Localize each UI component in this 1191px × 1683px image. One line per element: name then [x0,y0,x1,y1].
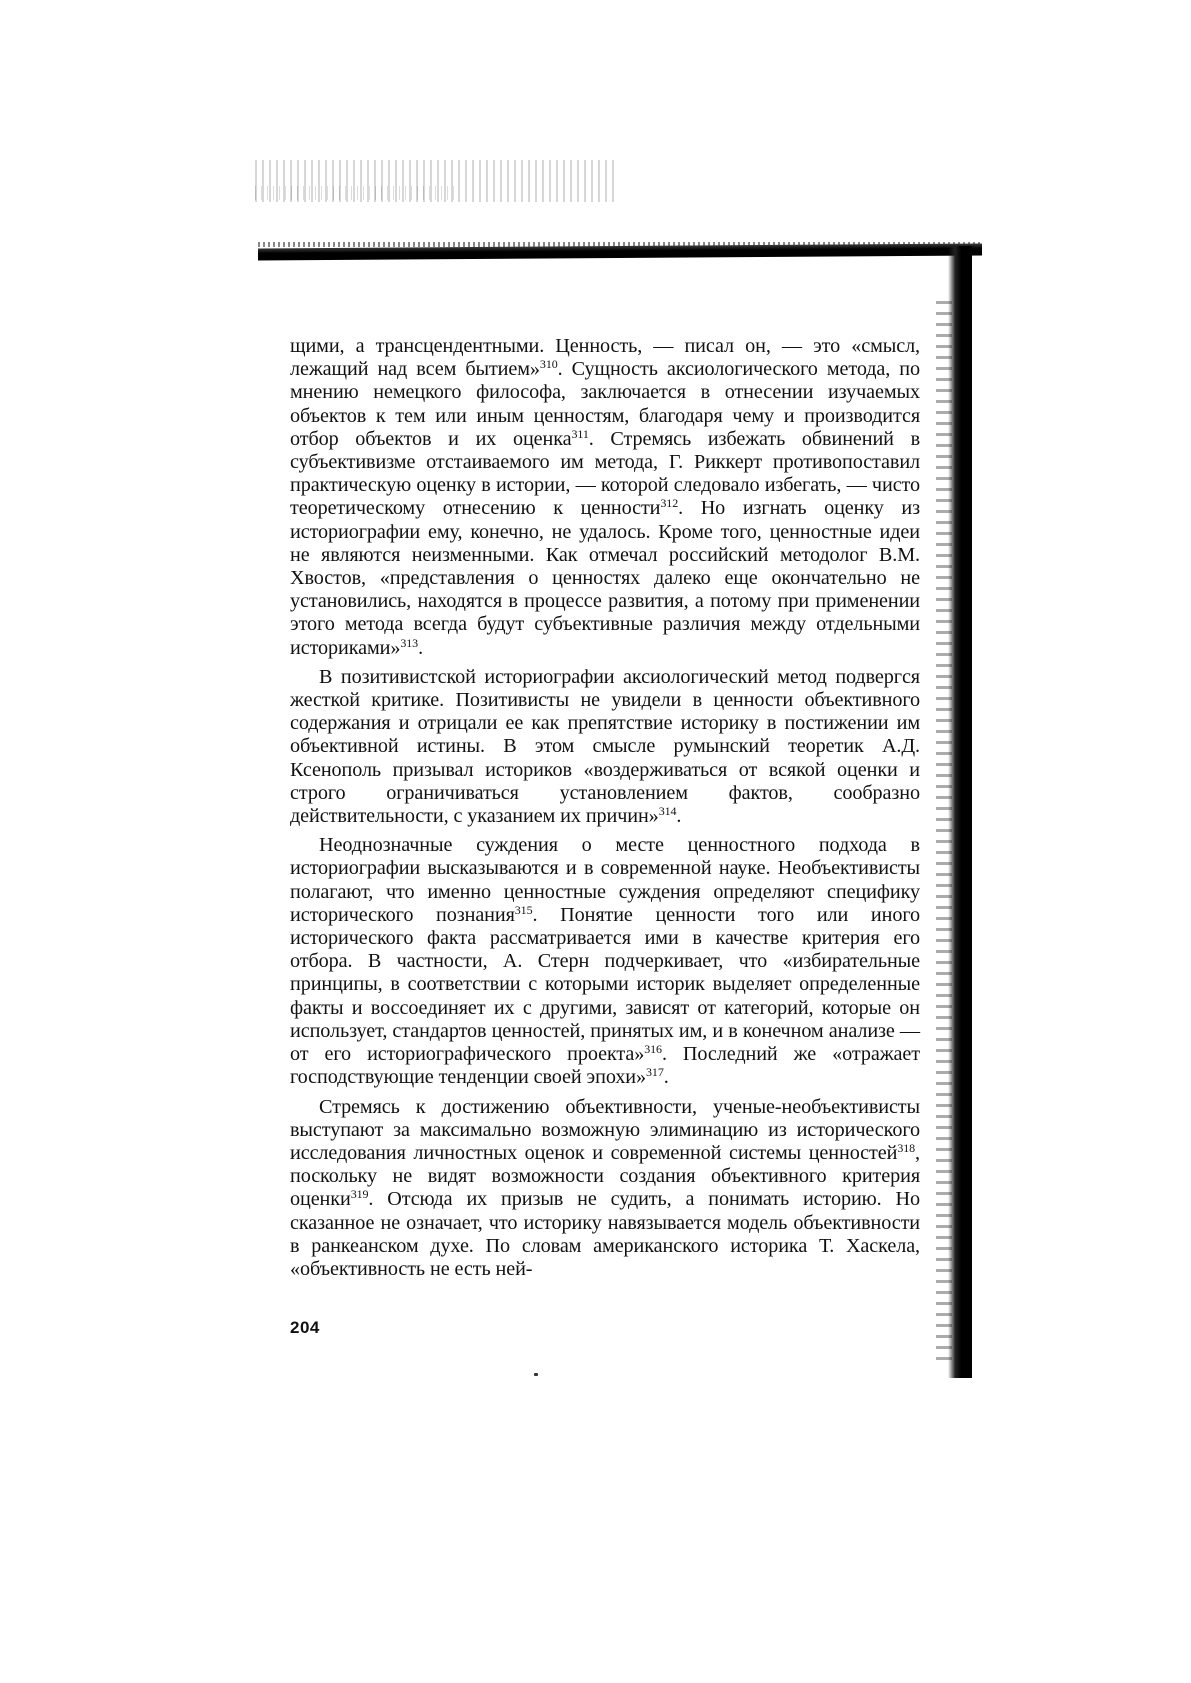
body-text [290,335,920,1281]
scan-artifact-secondary [255,186,455,200]
footnote-ref: 314 [658,804,677,819]
footnote-ref: 310 [539,357,558,372]
scan-speck [534,1373,538,1376]
paragraph: В позитивистской историографии аксиологический метод подвергся жесткой критике. Позитивисты не увидели в ценности объективного содержания и отрицали ее как препятствие историку в постижении им объективной истины. В этом смысле румынский теоретик А.Д. Ксенополь призывал историков «воздерживаться от всякой оценки и строго ограничиваться установлением фактов, сообразно действительности, с указанием их причин»$^{314}$. [290,665,920,828]
footnote-ref: 319 [350,1187,369,1202]
footnote-ref: 317 [646,1065,664,1080]
paragraph: щими, а трансцендентными. Ценность, — писал он, — это «смысл, лежащий над всем бытием»$^{310}$. Сущность аксиологического метода, по мнению немецкого философа, заключается в отнесении изучаемых объектов к тем или иным ценностям, благодаря чему и производится отбор объектов и их оценка$^{311}$. Стремясь избежать обвинений в субъективизме отстаиваемого им метода, Г. Риккерт противопоставил практическую оценку в истории, — которой следовало избегать, — чисто теоретическому отнесению к ценности$^{312}$. Но изгнать оценку из историографии ему, конечно, не удалось. Кроме того, ценностные идеи не являются неизменными. Как отмечал российский методолог В.М. Хвостов, «представления о ценностях далеко еще окончательно не установились, находятся в процессе развития, а потому при применении этого метода всегда будут субъективные различия между отдельными историками»$^{313}$. [290,335,921,659]
paragraph: Неоднозначные суждения о месте ценностного подхода в историографии высказываются и в современной науке. Необъективисты полагают, что именно ценностные суждения определяют специфику исторического познания$^{315}$. Понятие ценности того или иного исторического факта рассматривается ими в качестве критерия его отбора. В частности, А. Стерн подчеркивает, что «избирательные принципы, в соответствии с которыми историк выделяет определенные факты и воссоединяет их с другими, зависят от категорий, которые он использует, стандартов ценностей, принятых им, и в конечном анализе — от его историографического проекта»$^{316}$. Последний же «отражает господствующие тенденции своей эпохи»$^{317}$. [290,834,920,1089]
page-number: 204 [290,1318,320,1337]
page-right-edge [948,246,972,1378]
footnote-ref: 312 [660,496,679,511]
footnote-ref: 311 [571,426,589,441]
paragraph: Стремясь к достижению объективности, ученые-необъективисты выступают за максимально возможную элиминацию из исторического исследования личностных оценок и современной системы ценностей$^{318}$, поскольку не видят возможности создания объективного критерия оценки$^{319}$. Отсюда их призыв не судить, а понимать историю. Но сказанное не означает, что историку навязывается модель объективности в ранкеанском духе. По словам американского историка Т. Хаскела, «объективность не есть ней- [290,1095,920,1280]
footnote-ref: 318 [897,1140,916,1155]
footnote-ref: 316 [644,1042,662,1057]
footnote-ref: 315 [514,902,533,917]
footnote-ref: 313 [400,635,419,650]
